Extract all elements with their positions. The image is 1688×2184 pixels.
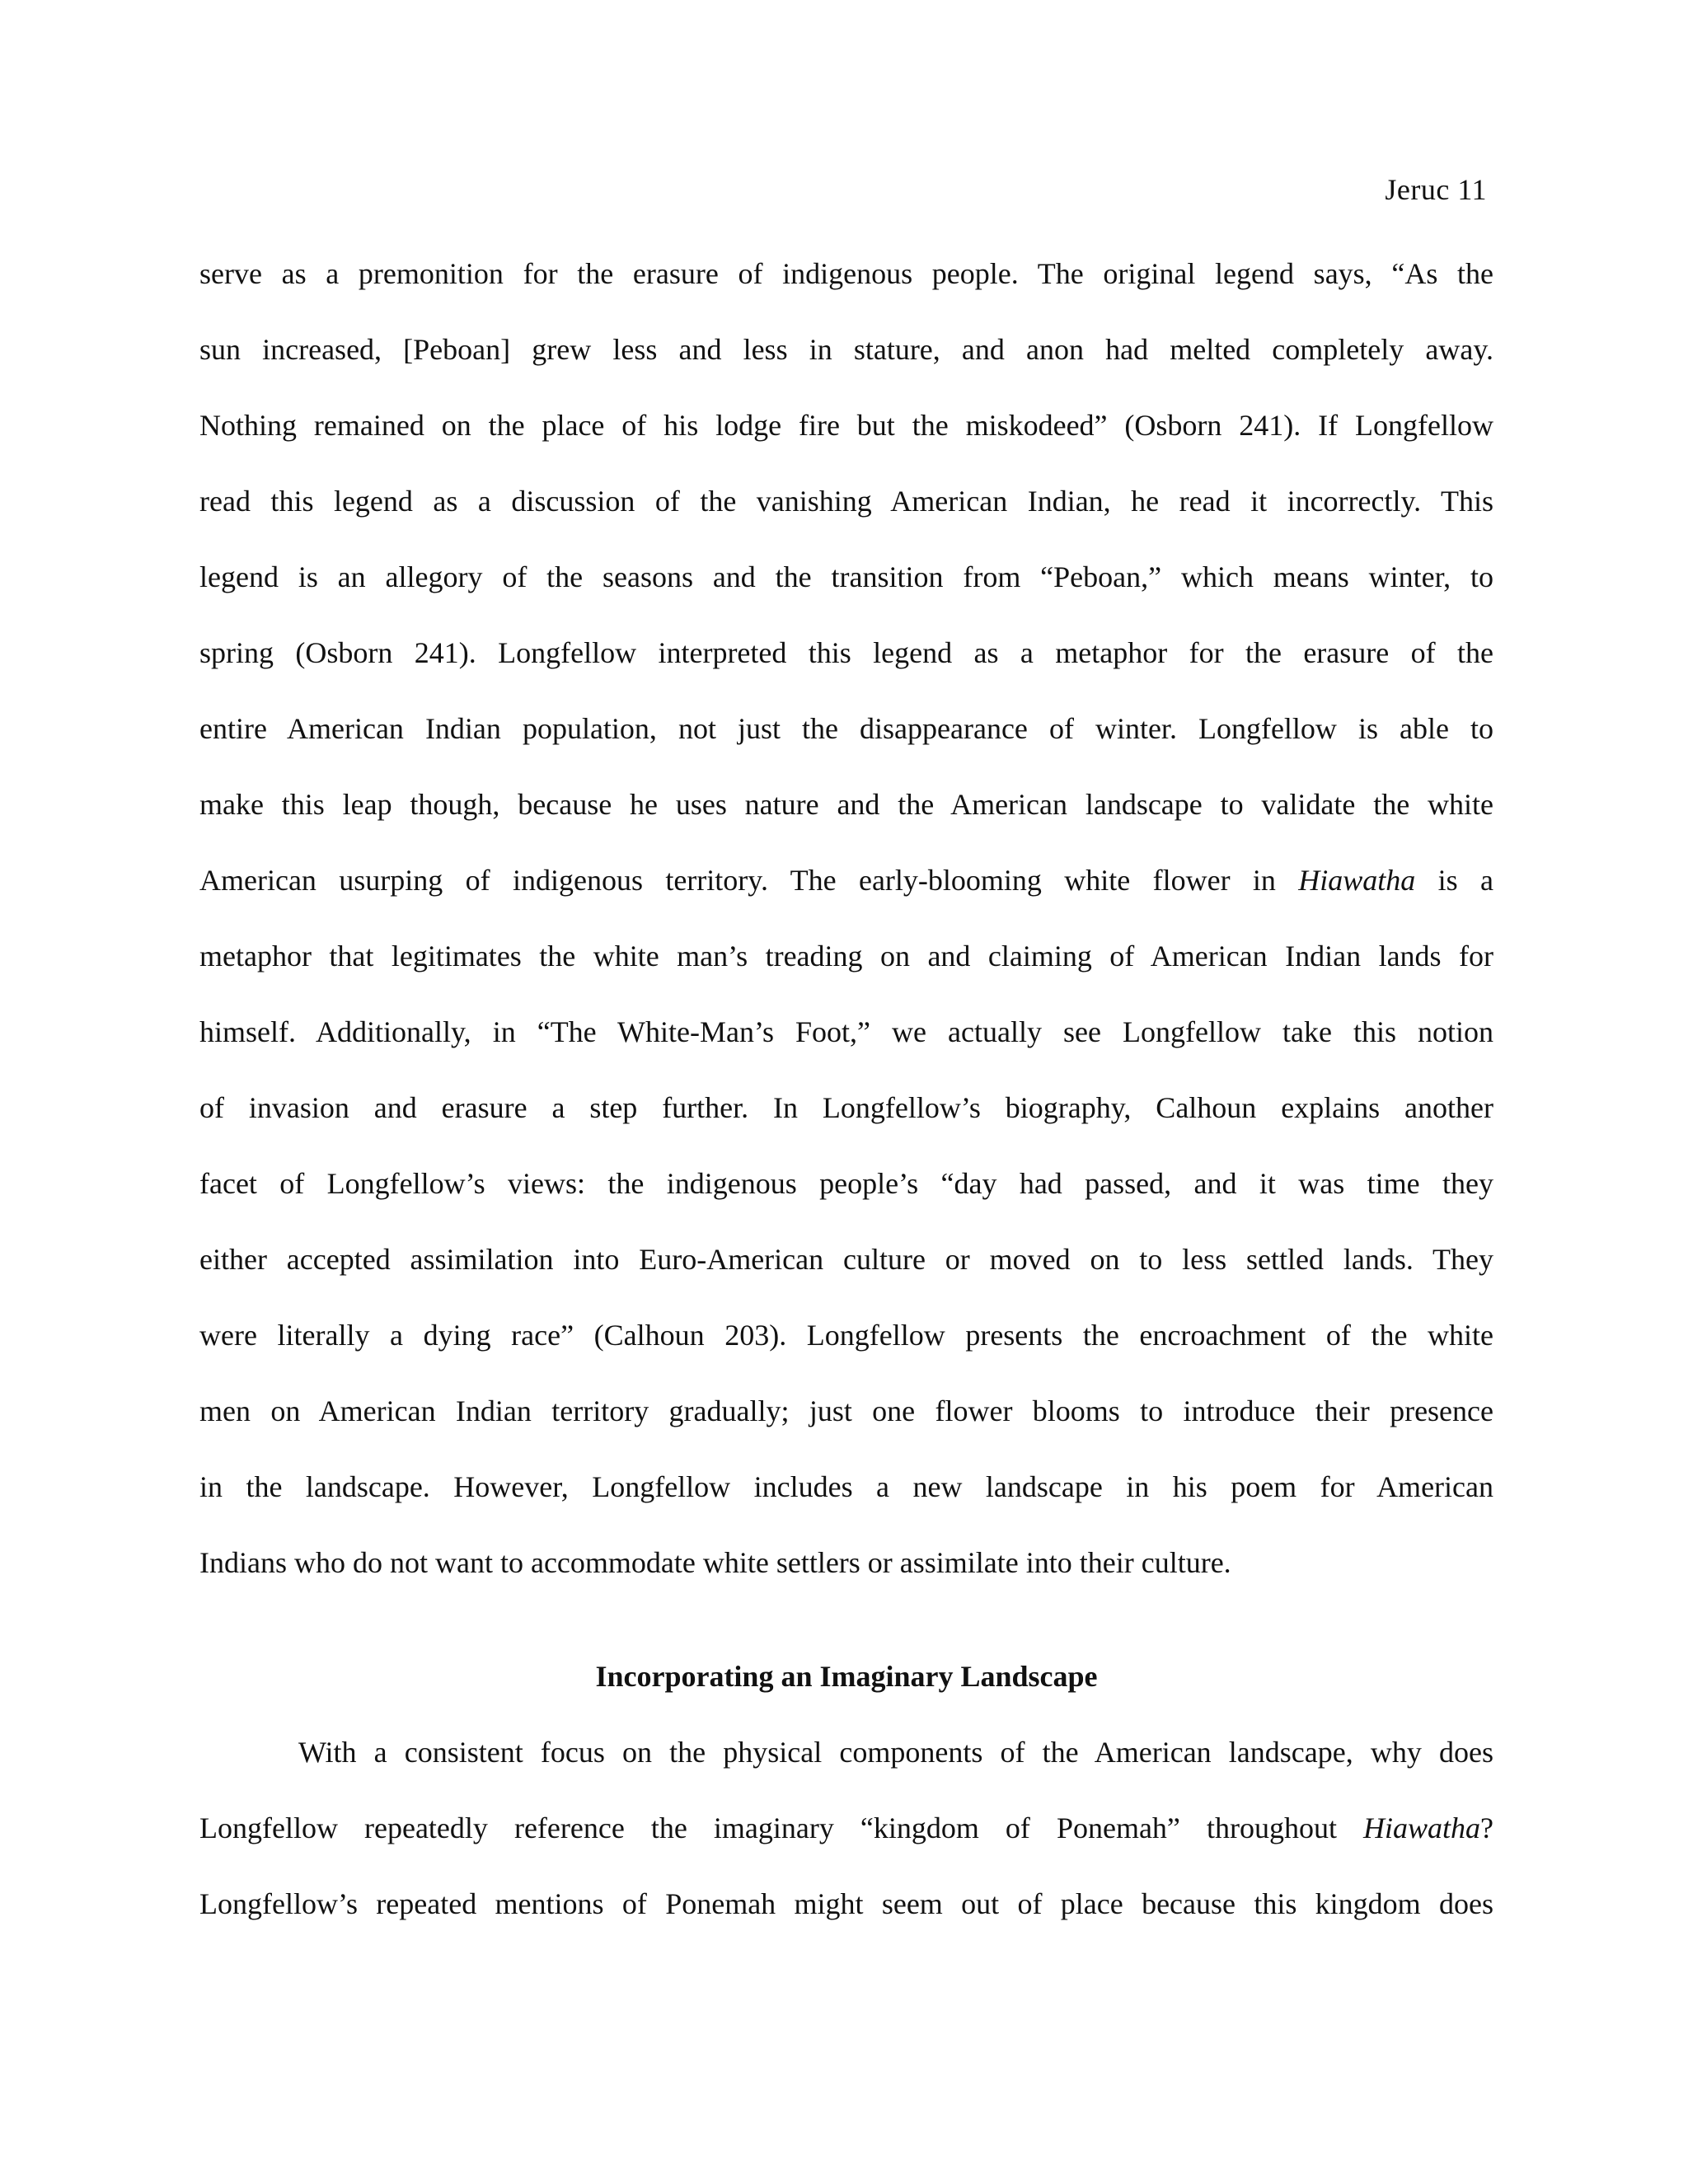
text-line: entire American Indian population, not just the disappearance of winter. Longfellow is able to (199, 712, 1493, 745)
text-line: either accepted assimilation into Euro-American culture or moved on to less settled lands. They (199, 1243, 1493, 1276)
paragraph-1 (199, 247, 1493, 1612)
text-segment: ? (1480, 1811, 1493, 1844)
text-line: serve as a premonition for the erasure of indigenous people. The original legend says, “As the (199, 257, 1493, 290)
text-line: were literally a dying race” (Calhoun 203). Longfellow presents the encroachment of the white (199, 1319, 1493, 1352)
text-line: of invasion and erasure a step further. In Longfellow’s biography, Calhoun explains another (199, 1091, 1493, 1124)
text-segment: is a (1415, 864, 1493, 897)
text-line: spring (Osborn 241). Longfellow interpreted this legend as a metaphor for the erasure of the (199, 636, 1493, 669)
text-segment: Longfellow repeatedly reference the imaginary “kingdom of Ponemah” throughout (199, 1811, 1363, 1844)
spacer (199, 1612, 1493, 1650)
italic-title: Hiawatha (1298, 864, 1416, 897)
text-line: in the landscape. However, Longfellow includes a new landscape in his poem for American (199, 1470, 1493, 1503)
text-line: With a consistent focus on the physical components of the American landscape, why does (298, 1736, 1493, 1769)
text-line: metaphor that legitimates the white man’s treading on and claiming of American Indian lands for (199, 940, 1493, 972)
text-line: sun increased, [Peboan] grew less and less in stature, and anon had melted completely away. (199, 333, 1493, 366)
text-line: Indians who do not want to accommodate white settlers or assimilate into their culture. (199, 1546, 1231, 1579)
text-line: legend is an allegory of the seasons and the transition from “Peboan,” which means winter, to (199, 560, 1493, 593)
text-line: himself. Additionally, in “The White-Man’s Foot,” we actually see Longfellow take this notion (199, 1015, 1493, 1048)
text-line: Nothing remained on the place of his lodge fire but the miskodeed” (Osborn 241). If Longfellow (199, 409, 1493, 442)
paragraph-2 (199, 1726, 1493, 1953)
italic-title: Hiawatha (1363, 1811, 1481, 1844)
text-line: Longfellow’s repeated mentions of Ponemah might seem out of place because this kingdom does (199, 1887, 1493, 1920)
text-line: read this legend as a discussion of the vanishing American Indian, he read it incorrectly. This (199, 485, 1493, 518)
text-line-with-italic (199, 854, 1493, 930)
text-line: make this leap though, because he uses nature and the American landscape to validate the white (199, 788, 1493, 821)
text-line-with-italic (199, 1802, 1493, 1877)
running-head: Jeruc 11 (1385, 173, 1487, 206)
text-line: men on American Indian territory gradually; just one flower blooms to introduce their presence (199, 1394, 1493, 1427)
text-segment: American usurping of indigenous territory. The early-blooming white flower in (199, 864, 1299, 897)
document-body (199, 247, 1493, 1953)
text-line: facet of Longfellow’s views: the indigenous people’s “day had passed, and it was time they (199, 1167, 1493, 1200)
section-heading: Incorporating an Imaginary Landscape (595, 1660, 1098, 1693)
